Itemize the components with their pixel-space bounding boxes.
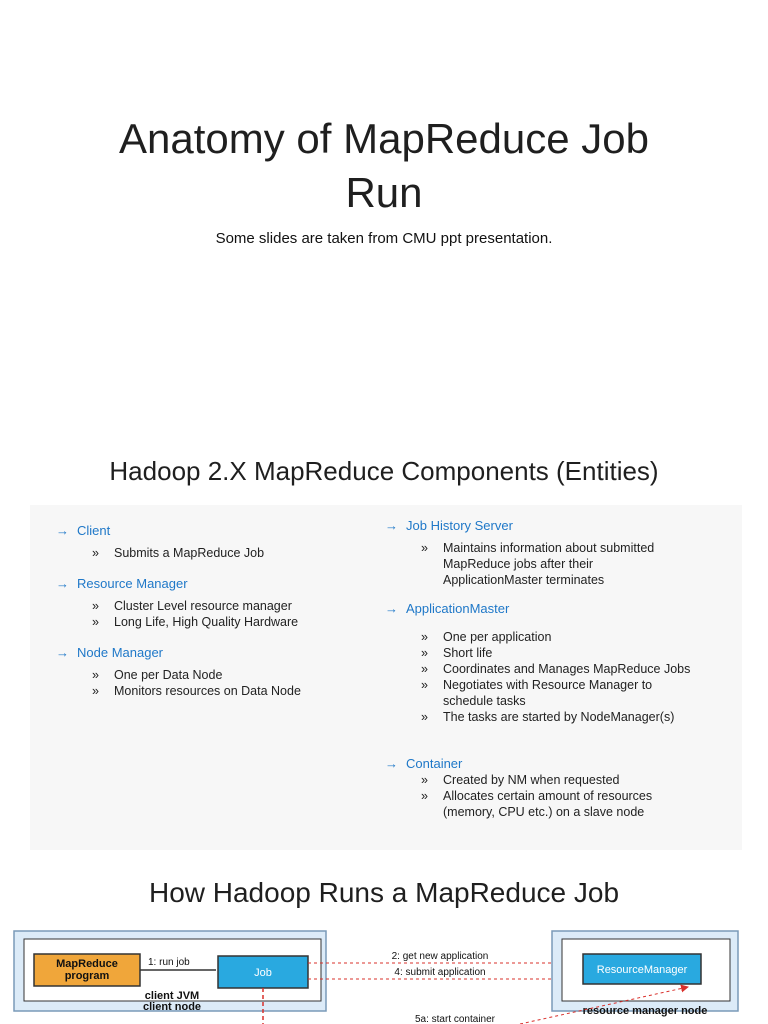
entity-name: ApplicationMaster (406, 601, 510, 616)
client-node-label: client node (142, 1001, 202, 1013)
entity-bullet: » One per application (421, 629, 715, 645)
entity-client (56, 522, 356, 561)
slide-title-anatomy (0, 112, 768, 220)
arrow-icon: → (385, 756, 398, 771)
arrow-icon: → (385, 518, 398, 533)
submit-app-label: 4: submit application (394, 967, 486, 978)
entity-job-history-server (385, 517, 715, 588)
program-label-1: MapReduce (56, 958, 118, 970)
entity-name: Container (406, 756, 463, 771)
arrow-icon: → (56, 523, 69, 538)
entity-bullet: » Coordinates and Manages MapReduce Jobs (421, 661, 715, 677)
entity-resource-manager (56, 575, 356, 630)
entity-name: Node Manager (77, 645, 163, 660)
entity-bullet: » The tasks are started by NodeManager(s) (421, 709, 715, 725)
arrow-icon: → (56, 645, 69, 660)
mapreduce-run-diagram (0, 925, 768, 1024)
entity-name: Job History Server (406, 518, 513, 533)
slide-title-components: Hadoop 2.X MapReduce Components (Entities) (109, 456, 659, 486)
components-right-column (385, 517, 715, 820)
arrow-icon: → (385, 601, 398, 616)
entity-bullet: » Submits a MapReduce Job (92, 545, 356, 561)
title-line-1: Anatomy of MapReduce Job (119, 115, 649, 162)
rm-node-label: resource manager node (582, 1005, 708, 1017)
entity-application-master (385, 600, 715, 725)
slide-subtitle: Some slides are taken from CMU ppt presentation. (215, 230, 553, 247)
entity-container (385, 755, 715, 820)
entity-node-manager (56, 644, 356, 699)
entity-bullet: » Created by NM when requested (421, 772, 715, 788)
job-label: Job (254, 967, 272, 979)
entity-bullet: » Allocates certain amount of resources (memory, CPU etc.) on a slave node (421, 788, 673, 820)
entity-name: Client (77, 523, 111, 538)
entity-bullet: » Cluster Level resource manager (92, 598, 356, 614)
client-jvm-label: client JVM (144, 990, 200, 1002)
entity-name: Resource Manager (77, 576, 188, 591)
entity-bullet: » Maintains information about submitted MapReduce jobs after their ApplicationMaster terminates (421, 540, 673, 588)
entity-bullet: » Long Life, High Quality Hardware (92, 614, 356, 630)
get-new-app-label: 2: get new application (391, 951, 489, 962)
run-job-label: 1: run job (148, 957, 190, 968)
program-label-2: program (64, 970, 110, 982)
resource-manager-label: ResourceManager (596, 964, 688, 976)
entity-bullet: » Monitors resources on Data Node (92, 683, 356, 699)
entity-bullet: » Short life (421, 645, 715, 661)
entity-bullet: » Negotiates with Resource Manager to schedule tasks (421, 677, 673, 709)
title-line-2: Run (345, 169, 423, 216)
slide-title-how-hadoop-runs: How Hadoop Runs a MapReduce Job (148, 877, 620, 908)
start-container-label: 5a: start container (414, 1014, 496, 1024)
entity-bullet: » One per Data Node (92, 667, 356, 683)
arrow-icon: → (56, 576, 69, 591)
components-left-column (56, 522, 356, 699)
